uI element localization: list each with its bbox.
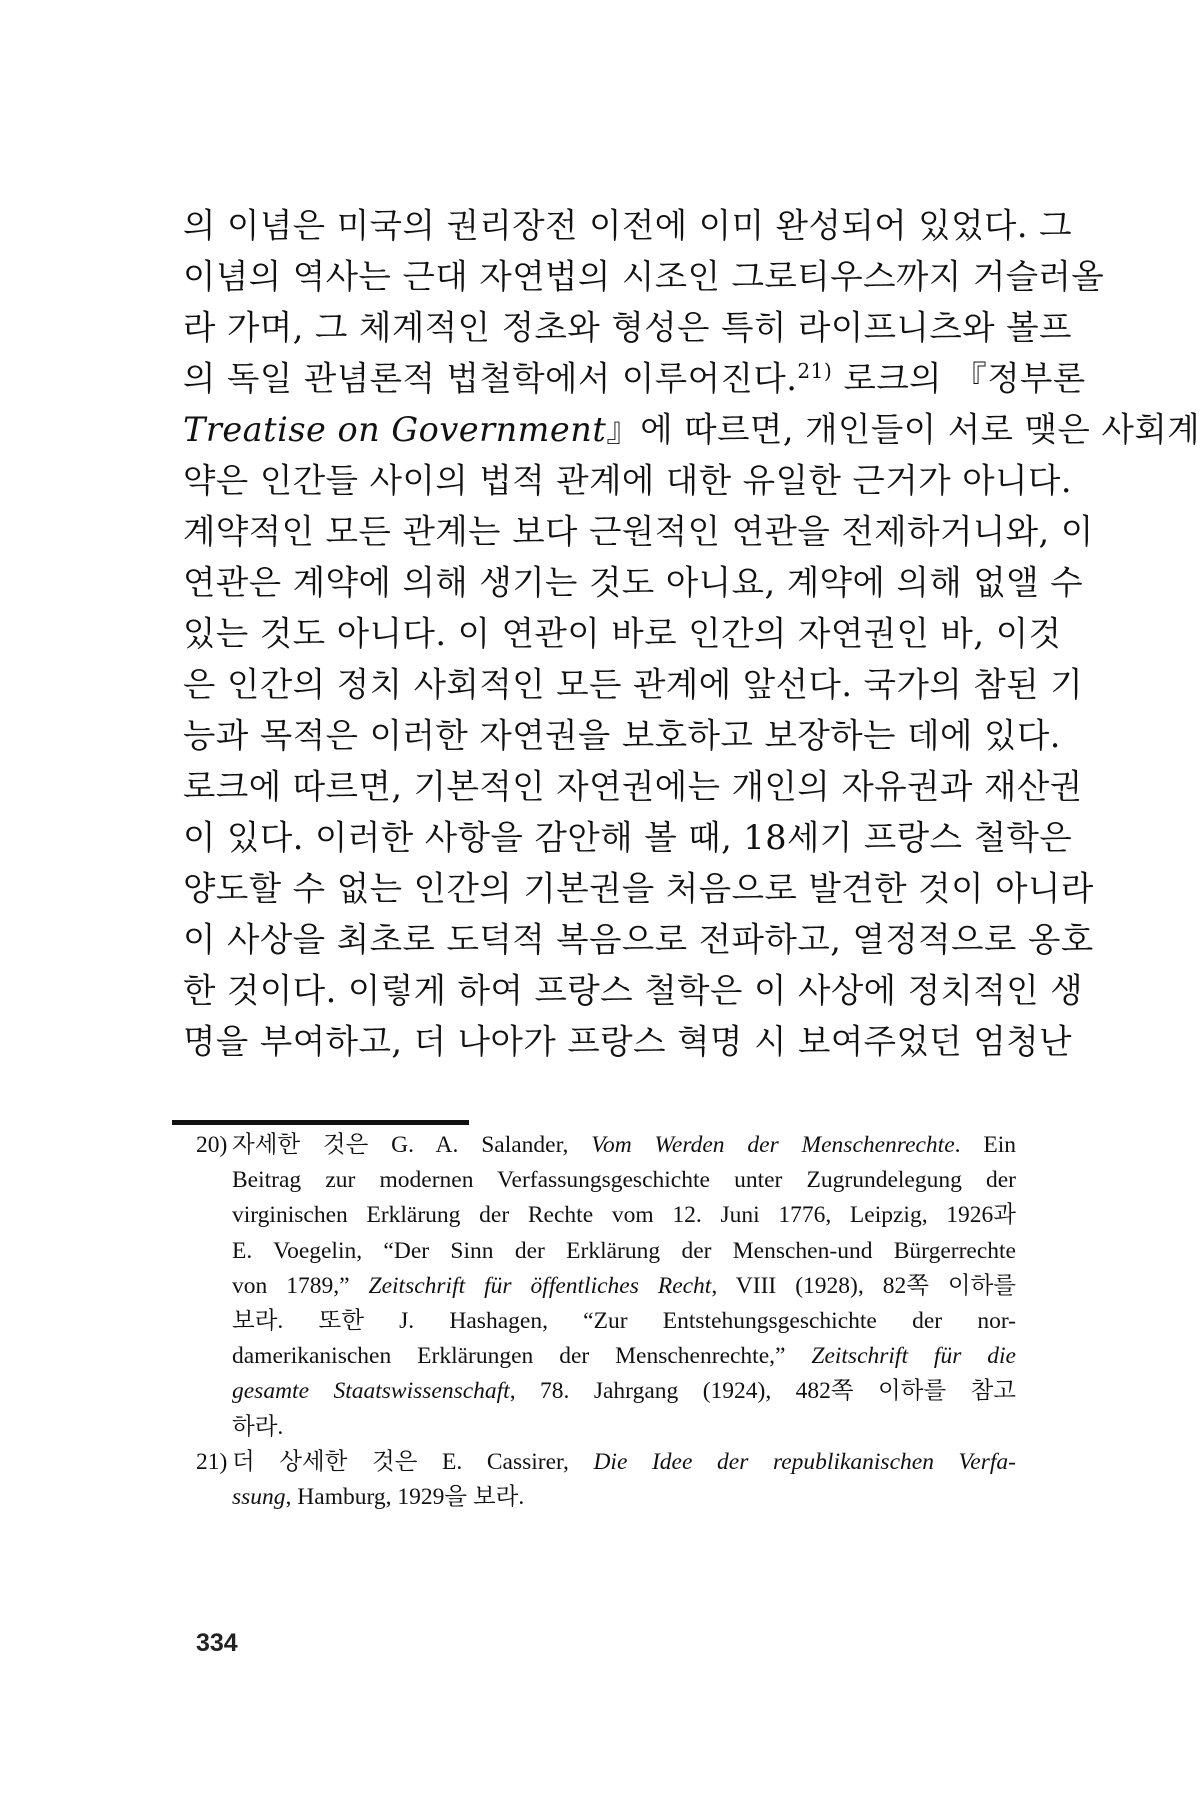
footnote-line: 더 상세한 것은 E. Cassirer, Die Idee der republikanischen Verfa- <box>232 1448 1016 1475</box>
body-line: 양도할 수 없는 인간의 기본권을 처음으로 발견한 것이 아니라 <box>183 869 1094 908</box>
footnote-number: 21) <box>196 1448 228 1475</box>
body-line: 의 이념은 미국의 권리장전 이전에 이미 완성되어 있었다. 그 <box>183 206 1073 245</box>
footnote-20 <box>196 1128 1016 1445</box>
cited-journal: Zeitschrift für die <box>811 1343 1016 1370</box>
footnote-divider <box>172 1120 469 1125</box>
body-line: 명을 부여하고, 더 나아가 프랑스 혁명 시 보여주었던 엄청난 <box>183 1022 1073 1061</box>
body-line: 라 가며, 그 체계적인 정초와 형성은 특히 라이프니츠와 볼프 <box>183 308 1073 347</box>
body-line: 이념의 역사는 근대 자연법의 시조인 그로티우스까지 거슬러올 <box>183 257 1105 296</box>
body-text <box>183 200 1200 1067</box>
footnote-number: 20) <box>196 1132 228 1158</box>
footnote-ref-21[interactable]: 21) <box>797 358 833 383</box>
footnote-line: Beitrag zur modernen Verfassungsgeschichte unter Zugrundelegung der <box>232 1167 1016 1194</box>
footnote-line: ssung, Hamburg, 1929을 보라. <box>232 1484 525 1511</box>
book-title-english: Treatise on Government <box>183 410 607 449</box>
footnote-line: 보라. 또한 J. Hashagen, “Zur Entstehungsgeschichte der nor- <box>232 1308 1016 1335</box>
body-line: 이 사상을 최초로 도덕적 복음으로 전파하고, 열정적으로 옹호 <box>183 920 1094 959</box>
footnote-21 <box>196 1445 1016 1515</box>
body-line: 있는 것도 아니다. 이 연관이 바로 인간의 자연권인 바, 이것 <box>183 614 1062 653</box>
footnote-line: von 1789,” Zeitschrift für öffentliches Recht, VIII (1928), 82쪽 이하를 <box>232 1272 1016 1299</box>
cited-title: Vom Werden der Menschenrechte <box>591 1132 955 1158</box>
cited-journal: gesamte Staatswissenschaft <box>232 1378 510 1405</box>
cited-title: Die Idee der republikanischen Verfa- <box>593 1448 1016 1475</box>
page-number: 334 <box>196 1629 238 1657</box>
footnote-line: damerikanischen Erklärungen der Menschenrechte,” Zeitschrift für die <box>232 1343 1016 1370</box>
footnote-line: 자세한 것은 G. A. Salander, Vom Werden der Menschenrechte. Ein <box>232 1132 1016 1158</box>
body-line: 능과 목적은 이러한 자연권을 보호하고 보장하는 데에 있다. <box>183 716 1061 755</box>
footnote-line: E. Voegelin, “Der Sinn der Erklärung der Menschen-und Bürgerrechte <box>232 1237 1016 1264</box>
body-line: Treatise on Government』에 따르면, 개인들이 서로 맺은 사회계 <box>183 410 1200 449</box>
footnote-line: 하라. <box>232 1413 284 1440</box>
body-line: 한 것이다. 이렇게 하여 프랑스 철학은 이 사상에 정치적인 생 <box>183 971 1084 1010</box>
footnotes <box>196 1128 1016 1515</box>
body-line: 약은 인간들 사이의 법적 관계에 대한 유일한 근거가 아니다. <box>183 461 1073 500</box>
cited-title: ssung <box>232 1484 286 1511</box>
body-line: 의 독일 관념론적 법철학에서 이루어진다.$^{21)}$ 로크의 『정부론 <box>183 358 1086 398</box>
body-line: 은 인간의 정치 사회적인 모든 관계에 앞선다. 국가의 참된 기 <box>183 665 1084 704</box>
footnote-line: virginischen Erklärung der Rechte vom 12. Juni 1776, Leipzig, 1926과 <box>232 1202 1016 1229</box>
body-line: 이 있다. 이러한 사항을 감안해 볼 때, 18세기 프랑스 철학은 <box>183 818 1073 857</box>
cited-journal: Zeitschrift für öffentliches Recht <box>368 1272 712 1299</box>
body-line: 연관은 계약에 의해 생기는 것도 아니요, 계약에 의해 없앨 수 <box>183 563 1084 602</box>
footnote-line: gesamte Staatswissenschaft, 78. Jahrgang (1924), 482쪽 이하를 참고 <box>232 1378 1016 1405</box>
body-line: 로크에 따르면, 기본적인 자연권에는 개인의 자유권과 재산권 <box>183 767 1083 806</box>
body-line: 계약적인 모든 관계는 보다 근원적인 연관을 전제하거니와, 이 <box>183 512 1094 551</box>
